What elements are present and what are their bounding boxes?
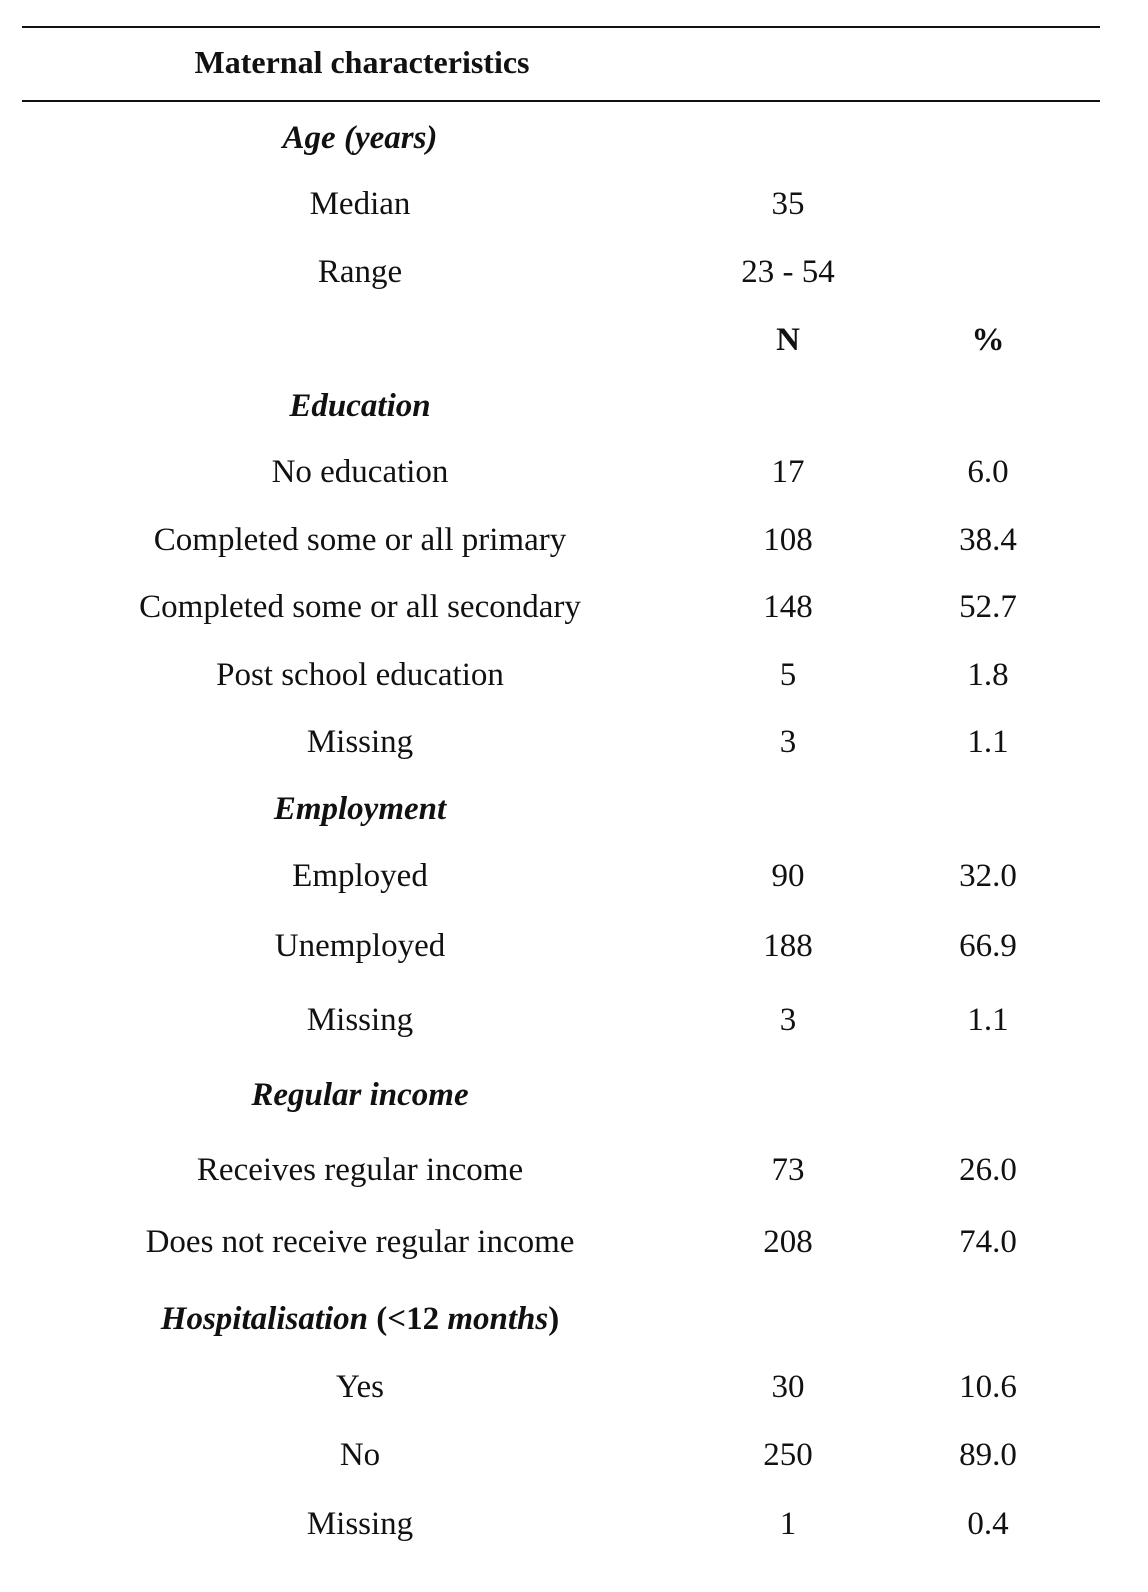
heading-unit: months xyxy=(447,1301,549,1337)
table-row xyxy=(0,653,1148,697)
row-pct: 52.7 xyxy=(959,589,1017,625)
row-value: 35 xyxy=(771,186,805,222)
heading-text: Age xyxy=(282,120,336,156)
row-label: Missing xyxy=(306,724,414,760)
row-pct: 26.0 xyxy=(959,1152,1017,1188)
row-label: Missing xyxy=(306,1002,414,1038)
row-n: 30 xyxy=(771,1369,805,1405)
column-header-n: N xyxy=(776,322,800,358)
row-n: 188 xyxy=(763,928,813,964)
row-pct: 10.6 xyxy=(959,1369,1017,1405)
row-n: 108 xyxy=(763,522,813,558)
table-row xyxy=(0,1502,1148,1546)
section-education xyxy=(0,384,1148,428)
row-label: Completed some or all primary xyxy=(153,522,567,558)
row-pct: 89.0 xyxy=(959,1437,1017,1473)
table-header: Maternal characteristics xyxy=(194,44,530,80)
row-n: 73 xyxy=(771,1152,805,1188)
table-row xyxy=(0,720,1148,764)
row-pct: 38.4 xyxy=(959,522,1017,558)
row-pct: 0.4 xyxy=(967,1506,1009,1542)
table-row xyxy=(0,854,1148,898)
row-pct: 74.0 xyxy=(959,1224,1017,1260)
table-top-rule xyxy=(22,26,1100,28)
row-label: Post school education xyxy=(216,657,504,693)
section-heading: Employment xyxy=(273,791,447,827)
row-n: 3 xyxy=(779,1002,797,1038)
row-n: 208 xyxy=(763,1224,813,1260)
section-employment xyxy=(0,787,1148,831)
row-pct: 1.1 xyxy=(967,1002,1009,1038)
row-label: Range xyxy=(317,254,403,290)
table-row xyxy=(0,998,1148,1042)
row-label: Completed some or all secondary xyxy=(139,589,581,625)
section-hospitalisation xyxy=(0,1297,1148,1341)
row-pct: 32.0 xyxy=(959,858,1017,894)
section-heading xyxy=(20,116,700,160)
row-n: 90 xyxy=(771,858,805,894)
row-n: 5 xyxy=(779,657,797,693)
row-n: 1 xyxy=(779,1506,797,1542)
row-label: No education xyxy=(271,454,449,490)
row-n: 148 xyxy=(763,589,813,625)
column-headers xyxy=(0,318,1148,362)
table-row xyxy=(0,1148,1148,1192)
row-n: 17 xyxy=(771,454,805,490)
table-row xyxy=(0,585,1148,629)
row-label: Yes xyxy=(335,1369,385,1405)
row-label: Employed xyxy=(292,858,428,894)
table-row xyxy=(0,1365,1148,1409)
row-pct: 1.1 xyxy=(967,724,1009,760)
heading-text: Hospitalisation xyxy=(160,1301,369,1337)
section-age xyxy=(0,116,1148,160)
heading-open: (< xyxy=(376,1301,407,1337)
row-label: Receives regular income xyxy=(196,1152,524,1188)
table-row xyxy=(0,1220,1148,1264)
row-value: 23 - 54 xyxy=(741,254,835,290)
row-label: No xyxy=(339,1437,381,1473)
row-label: Missing xyxy=(306,1506,414,1542)
section-regular-income xyxy=(0,1073,1148,1117)
section-heading: Education xyxy=(289,388,431,424)
row-label: Unemployed xyxy=(274,928,446,964)
row-label: Does not receive regular income xyxy=(145,1224,575,1260)
table-row xyxy=(0,518,1148,562)
row-label: Median xyxy=(309,186,411,222)
row-pct: 1.8 xyxy=(967,657,1009,693)
heading-close: ) xyxy=(548,1301,560,1337)
row-n: 250 xyxy=(763,1437,813,1473)
heading-unit: (years) xyxy=(343,120,438,156)
table-row xyxy=(0,182,1148,226)
header-bottom-rule xyxy=(22,100,1100,102)
table-row xyxy=(0,1433,1148,1477)
table-row xyxy=(0,250,1148,294)
row-n: 3 xyxy=(779,724,797,760)
row-pct: 6.0 xyxy=(967,454,1009,490)
row-pct: 66.9 xyxy=(959,928,1017,964)
section-heading: Regular income xyxy=(251,1077,469,1113)
heading-period: 12 xyxy=(406,1301,440,1337)
section-heading xyxy=(20,1297,700,1341)
table-row xyxy=(0,924,1148,968)
table-row xyxy=(0,450,1148,494)
column-header-pct: % xyxy=(971,322,1005,358)
